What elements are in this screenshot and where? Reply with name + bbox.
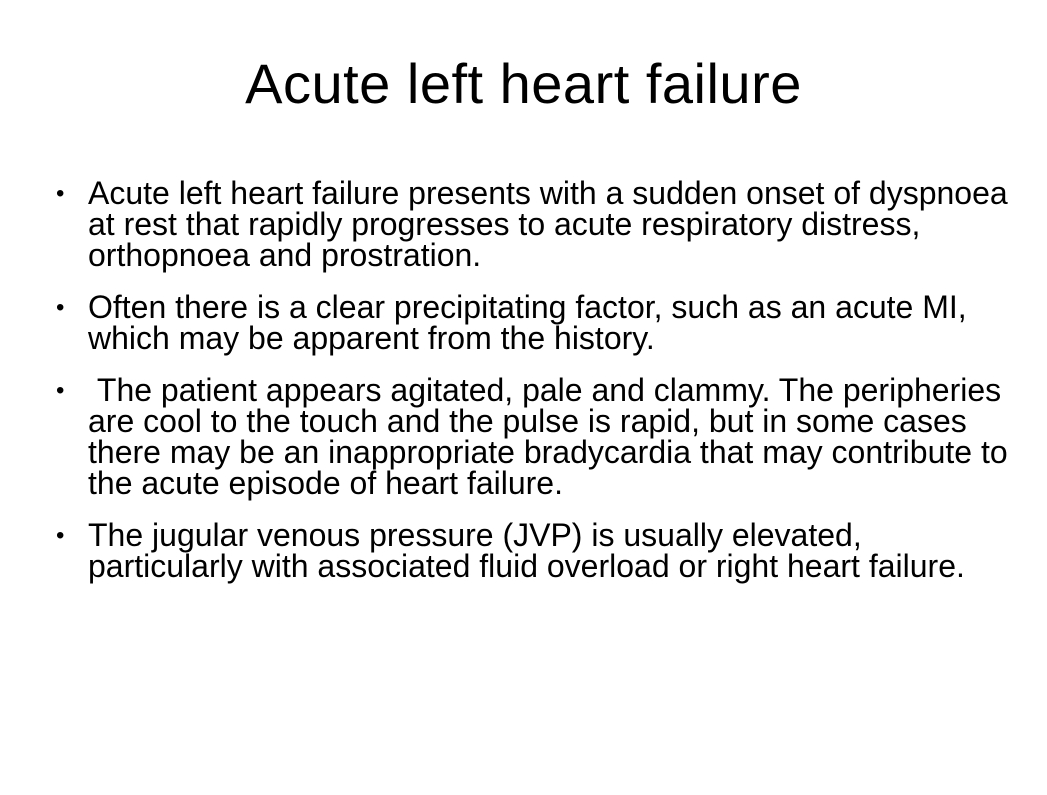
bullet-icon: •: [56, 180, 65, 207]
slide-title: Acute left heart failure: [245, 52, 802, 115]
bullet-item: [56, 175, 1017, 273]
bullet-text: The patient appears agitated, pale and clammy. The peripheries are cool to the touch and the pulse is rapid, but in some cases there may be an inappropriate bradycardia that may contribute to the acute episode of heart failure.: [88, 372, 1017, 501]
bullet-item: [56, 289, 1016, 356]
bullet-item: [56, 517, 1016, 584]
bullet-text: Acute left heart failure presents with a sudden onset of dyspnoea at rest that rapidly progresses to acute respiratory distress, orthopnoea and prostration.: [88, 175, 1017, 273]
bullet-text: Often there is a clear precipitating factor, such as an acute MI, which may be apparent from the history.: [88, 289, 976, 356]
bullet-list: [56, 175, 1017, 603]
bullet-text: The jugular venous pressure (JVP) is usually elevated, particularly with associated fluid overload or right heart failure.: [88, 517, 965, 584]
bullet-icon: •: [56, 294, 65, 321]
bullet-icon: •: [56, 377, 65, 404]
bullet-icon: •: [56, 522, 65, 549]
bullet-item: [56, 372, 1017, 501]
